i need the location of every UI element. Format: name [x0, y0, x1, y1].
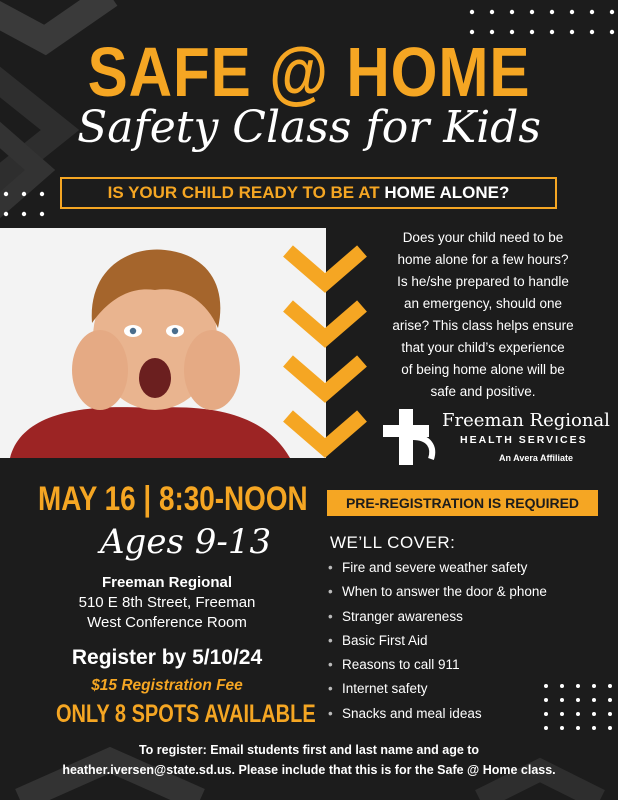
cover-title: WE’LL COVER: [330, 533, 456, 552]
chevron-arrow-3 [288, 361, 362, 393]
list-item: • Fire and severe weather safety [328, 556, 547, 580]
bullet-icon: • [328, 560, 333, 575]
chevron-arrow-2 [288, 306, 362, 338]
preregistration-banner: PRE-REGISTRATION IS REQUIRED [327, 490, 598, 516]
intro-paragraph [356, 227, 610, 403]
question-banner [60, 177, 557, 209]
cover-list [328, 556, 547, 726]
intro-line: safe and positive. [430, 384, 536, 399]
list-item: • Basic First Aid [328, 629, 547, 653]
venue-room: West Conference Room [87, 614, 247, 631]
intro-line: Does your child need to be [402, 230, 564, 245]
event-date-time: MAY 16 | 8:30-NOON [38, 480, 308, 518]
bullet-icon: • [328, 681, 333, 697]
list-item: • When to answer the door & phone [328, 580, 547, 604]
registration-instructions [0, 740, 618, 780]
spots-available: ONLY 8 SPOTS AVAILABLE [56, 700, 316, 728]
chevron-arrow-4 [288, 416, 362, 448]
intro-line: an emergency, should one [403, 296, 563, 311]
page-subtitle: Safety Class for Kids [77, 102, 541, 153]
left-hand [72, 330, 128, 410]
bullet-icon: • [328, 584, 333, 600]
list-item: • Stranger awareness [328, 605, 547, 629]
dots-bottom-right [540, 680, 618, 740]
child-photo [0, 228, 326, 458]
logo-subtitle: HEALTH SERVICES [460, 434, 588, 446]
logo-affiliate: An Avera Affiliate [499, 453, 574, 463]
mouth [139, 358, 171, 398]
register-deadline: Register by 5/10/24 [71, 646, 263, 669]
bullet-icon: • [328, 632, 333, 648]
freeman-logo-icon [381, 405, 439, 469]
intro-line: home alone for a few hours? [397, 252, 569, 267]
chevron-arrow-1 [288, 251, 362, 283]
question-highlight: HOME ALONE? [384, 183, 510, 202]
venue-name: Freeman Regional [101, 574, 233, 591]
intro-line: Is he/she prepared to handle [397, 274, 569, 289]
question-lead: IS YOUR CHILD READY TO BE AT [107, 183, 380, 202]
registration-fee: $15 Registration Fee [91, 677, 243, 694]
venue-block [28, 573, 306, 633]
intro-line: arise? This class helps ensure [392, 318, 574, 333]
bullet-icon: • [328, 705, 333, 721]
right-hand [184, 330, 240, 410]
bullet-icon: • [328, 608, 333, 624]
dots-left [0, 188, 60, 228]
logo-name: Freeman Regional [442, 410, 610, 431]
footer-line-1: To register: Email students first and last name and age to [138, 743, 480, 757]
bullet-icon: • [328, 657, 333, 673]
page-title: SAFE @ HOME [87, 33, 531, 111]
intro-line: that your child’s experience [401, 340, 565, 355]
venue-address: 510 E 8th Street, Freeman [78, 594, 256, 611]
intro-line: of being home alone will be [401, 362, 565, 377]
footer-line-2[interactable]: heather.iversen@state.sd.us. Please include that this is for the Safe @ Home class. [62, 763, 556, 777]
event-ages: Ages 9-13 [100, 522, 272, 562]
list-item: • Internet safety [328, 677, 547, 701]
list-item: • Snacks and meal ideas [328, 702, 547, 726]
list-item: • Reasons to call 911 [328, 653, 547, 677]
child-illustration [0, 228, 326, 458]
